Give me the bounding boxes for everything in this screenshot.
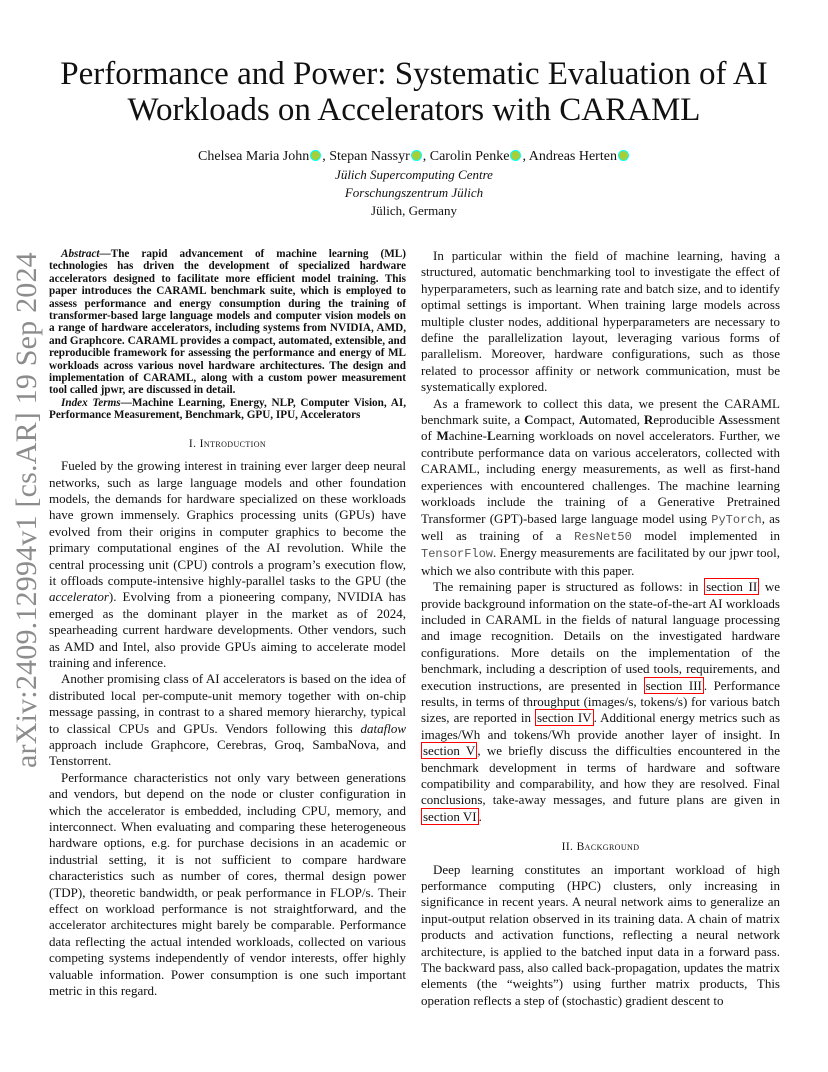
acronym-letter: M xyxy=(436,428,449,444)
paragraph-text: Further, we contribute performance data on various accelerators, collected with CARAML, including energy measurements, as well as first-hand experiences with encountered challenges. The machine learning workloads include the training of a Generative Pretrained Transformer (GPT)-based large language model using xyxy=(421,428,780,526)
abstract xyxy=(49,248,406,397)
paragraph xyxy=(49,458,406,671)
left-column xyxy=(49,248,406,1000)
right-column xyxy=(421,248,780,1009)
arxiv-identifier: arXiv:2409.12994v1 [cs.AR] 19 Sep 2024 xyxy=(10,252,43,768)
section-link[interactable]: section II xyxy=(706,579,758,595)
code-name: PyTorch xyxy=(711,512,762,527)
orcid-icon[interactable] xyxy=(510,150,521,161)
affiliation-line: Forschungszentrum Jülich xyxy=(344,185,484,200)
code-name: TensorFlow xyxy=(421,547,494,562)
paragraph-text: Fueled by the growing interest in training ever larger deep neural networks, such as large language models and other foundation models, the demands for hardware specialized on these workloads have grown immensely. Graphics processing units (GPUs) have evolved from their origins in computer graphics to become the primary computational engines of the AI revolution. While the central processing unit (CPU) controls a program’s execution flow, it offloads compute-intensive highly-parallel tasks to the GPU (the xyxy=(49,458,406,588)
paragraph-text: . Additional energy metrics such as images/Wh and tokens/Wh provide another layer of insight. In xyxy=(421,710,781,742)
paper-title: Performance and Power: Systematic Evaluation of AI Workloads on Accelerators with CARAML xyxy=(60,56,768,128)
acronym-letter: R xyxy=(643,412,654,428)
paragraph-text: As a framework to collect this data, we present the CARAML benchmark suite, a xyxy=(421,395,780,428)
paragraph-text: ompact, xyxy=(533,412,579,428)
paragraph-text: The remaining paper is structured as follows: in xyxy=(433,579,705,595)
paragraph xyxy=(421,579,780,825)
section-heading: II. Background xyxy=(561,841,640,854)
affiliation-line: Jülich, Germany xyxy=(371,203,457,218)
orcid-icon[interactable] xyxy=(618,150,629,161)
acronym-letter: L xyxy=(487,428,496,444)
paragraph-text: ssessment of xyxy=(421,412,780,444)
paragraph-text: ). Evolving from a pioneering company, NVIDIA has emerged as the dominant player in the market as of 2024, spearheading current hardware developments. Other vendors, such as AMD and Intel, also provide GPUs aiming to accelerate model training and inference. xyxy=(49,589,406,670)
affiliation-line: Jülich Supercomputing Centre xyxy=(335,167,493,182)
orcid-icon[interactable] xyxy=(411,150,422,161)
section-link[interactable]: section III xyxy=(645,677,702,693)
paragraph-text: achine- xyxy=(448,428,488,444)
paragraph: Deep learning constitutes an important workload of high performance computing (HPC) clusters, only increasing in significance in recent years. A neural network aims to generalize an input-output relation observed in its training data. A chain of matrix products and activation functions, reflecting a neural network architecture, is applied to the batched input data in a forward pass. The backward pass, also called back-propagation, updates the matrix elements (the “weights”) using further matrix products, This operation reflects a step of (stochastic) gradient descent to xyxy=(421,861,780,1008)
index-terms-text: —Machine Learning, Energy, NLP, Computer Vision, AI, Performance Measurement, Benchmark, GPU, IPU, Accelerators xyxy=(49,396,406,422)
emphasis: accelerator xyxy=(49,589,109,605)
author-name: Carolin Penke xyxy=(429,149,510,164)
section-link[interactable]: section IV xyxy=(537,710,592,726)
paragraph: In particular within the field of machine learning, having a structured, automatic benchmarking tool to investigate the effect of hyperparameters, such as learning rate and batch size, and to identify optimal settings is important. When training large models across multiple cluster nodes, additional hyperparameters are necessary to define the parallelization layout, leveraging various forms of parallelism. Moreover, hardware configurations, such as those related to processor affinity or network communication, must be systematically explored. xyxy=(421,248,780,395)
paragraph: Performance characteristics not only vary between generations and vendors, but depend on the node or cluster configuration in which the accelerator is embedded, including CPU, memory, and interconnect. When evaluating and comparing these heterogeneous hardware options, e.g. for purchase decisions in an academic or industrial setting, it is not sufficient to compare hardware characteristics such as number of cores, thermal design power (TDP), theoretic bandwidth, or peak performance in FLOP/s. Their effect on workload performance is not straightforward, and the accelerator architectures might barely be comparable. Performance data reflecting the actual intended workloads, collected on various competing systems independently of vendor interests, offer highly valuable information. Power consumption is one such important metric in this regard. xyxy=(49,769,406,999)
paragraph-text: , we briefly discuss the difficulties encountered in the benchmark development in terms of hardware and software compatibility and comparability, and how they are resolved. Final conclusions, take-away messages, and future plans are given in xyxy=(421,743,780,808)
paragraph-text: utomated, xyxy=(588,412,644,428)
emphasis: dataflow xyxy=(360,720,406,736)
index-terms xyxy=(49,397,406,422)
code-name: ResNet50 xyxy=(574,529,632,544)
author-name: Chelsea Maria John xyxy=(198,149,310,164)
index-terms-label: Index Terms xyxy=(61,396,121,409)
paragraph-text: we provide background information on the state-of-the-art AI workloads included in CARAML in the fields of natural language processing and image recognition. Details on the investigated hardware configurations. More details on the implementation of the benchmark, including a description of used tools, requirements, and execution instructions, are presented in xyxy=(421,579,780,693)
paragraph-text: approach include Graphcore, Cerebras, Groq, SambaNova, and Tenstorrent. xyxy=(49,737,406,769)
orcid-icon[interactable] xyxy=(310,150,321,161)
paragraph-text: . xyxy=(478,808,482,824)
acronym-letter: A xyxy=(578,412,589,428)
paragraph-text: eproducible xyxy=(653,412,719,428)
author-name: Stepan Nassyr xyxy=(329,149,410,164)
paragraph-text: , as well as training of a xyxy=(421,510,780,543)
abstract-label: Abstract xyxy=(61,248,100,260)
section-heading: I. Introduction xyxy=(188,437,267,450)
acronym-letter: C xyxy=(524,412,534,428)
paragraph-text: . Energy measurements are facilitated by our jpwr tool, which we also contribute with this paper. xyxy=(421,545,780,578)
acronym-letter: A xyxy=(718,412,728,428)
paragraph xyxy=(421,396,780,579)
paragraph-text: model implemented in xyxy=(631,527,780,543)
abstract-text: —The rapid advancement of machine learning (ML) technologies has driven the development of specialized hardware accelerators designed to facilitate more efficient model training. This paper introduces the CARAML benchmark suite, which is employed to assess performance and energy consumption during the training of transformer-based large language models and computer vision models on a range of hardware accelerators, including systems from NVIDIA, AMD, and Graphcore. CARAML provides a compact, automated, extensible, and reproducible framework for assessing the performance and energy of ML workloads across various novel hardware architectures. The design and implementation of CARAML, along with a custom power measurement tool called jpwr, are discussed in detail. xyxy=(49,248,406,397)
paragraph-text: earning workloads on novel accelerators. xyxy=(495,428,715,444)
paragraph-text: . Performance results, in terms of throughput (images/s, tokens/s) for various batch sizes, are reported in xyxy=(421,677,780,726)
author-line: Chelsea Maria John , Stepan Nassyr , Carolin Penke , Andreas Herten xyxy=(40,148,788,166)
author-name: Andreas Herten xyxy=(528,149,617,164)
paragraph xyxy=(49,671,406,769)
paragraph-text: Another promising class of AI accelerators is based on the idea of distributed local per-compute-unit memory together with on-chip message passing, in contrast to a shared memory hierarchy, typical to classical CPUs and GPUs. Vendors following this xyxy=(49,671,406,736)
section-link[interactable]: section V xyxy=(423,743,476,759)
section-link[interactable]: section VI xyxy=(423,808,477,824)
author-block xyxy=(40,148,788,220)
